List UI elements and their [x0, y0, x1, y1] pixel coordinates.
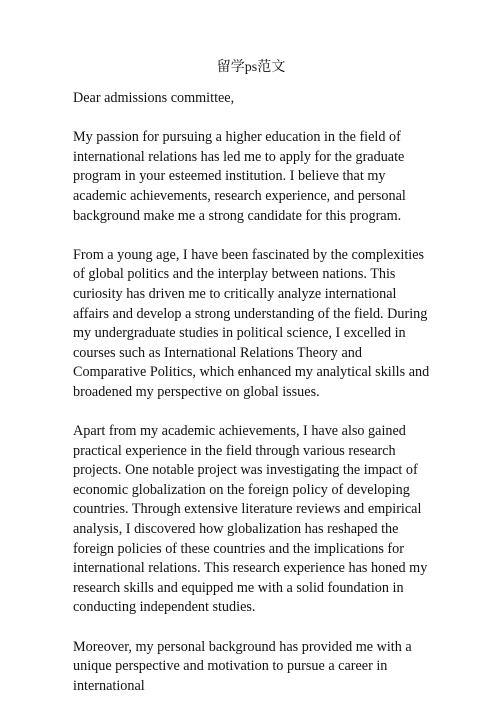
paragraph-3: Apart from my academic achievements, I have also gained practical experience in the field through various research projects. One notable project was investigating the impact of economic globalization on the foreign policy of developing countries. Through extensive literature reviews and empirical analysis, I discovered how globalization has reshaped the foreign policies of these countries and the implications for international relations. This research experience has honed my research skills and equipped me with a solid foundation in conducting independent studies. — [73, 423, 428, 616]
document-title: 留学ps范文 — [216, 60, 286, 75]
document-body — [73, 89, 433, 716]
paragraph-1: My passion for pursuing a higher education in the field of international relations has led me to apply for the graduate program in your esteemed institution. I believe that my academic achievements, research experience, and personal background make me a strong candidate for this program. — [73, 129, 406, 224]
paragraph-2: From a young age, I have been fascinated by the complexities of global politics and the interplay between nations. This curiosity has driven me to critically analyze international affairs and develop a strong understanding of the field. During my undergraduate studies in political science, I excelled in courses such as International Relations Theory and Comparative Politics, which enhanced my analytical skills and broadened my perspective on global issues. — [73, 246, 430, 400]
salutation: Dear admissions committee, — [73, 90, 235, 106]
paragraph-4: Moreover, my personal background has provided me with a unique perspective and motivation to pursue a career in international — [73, 638, 412, 694]
